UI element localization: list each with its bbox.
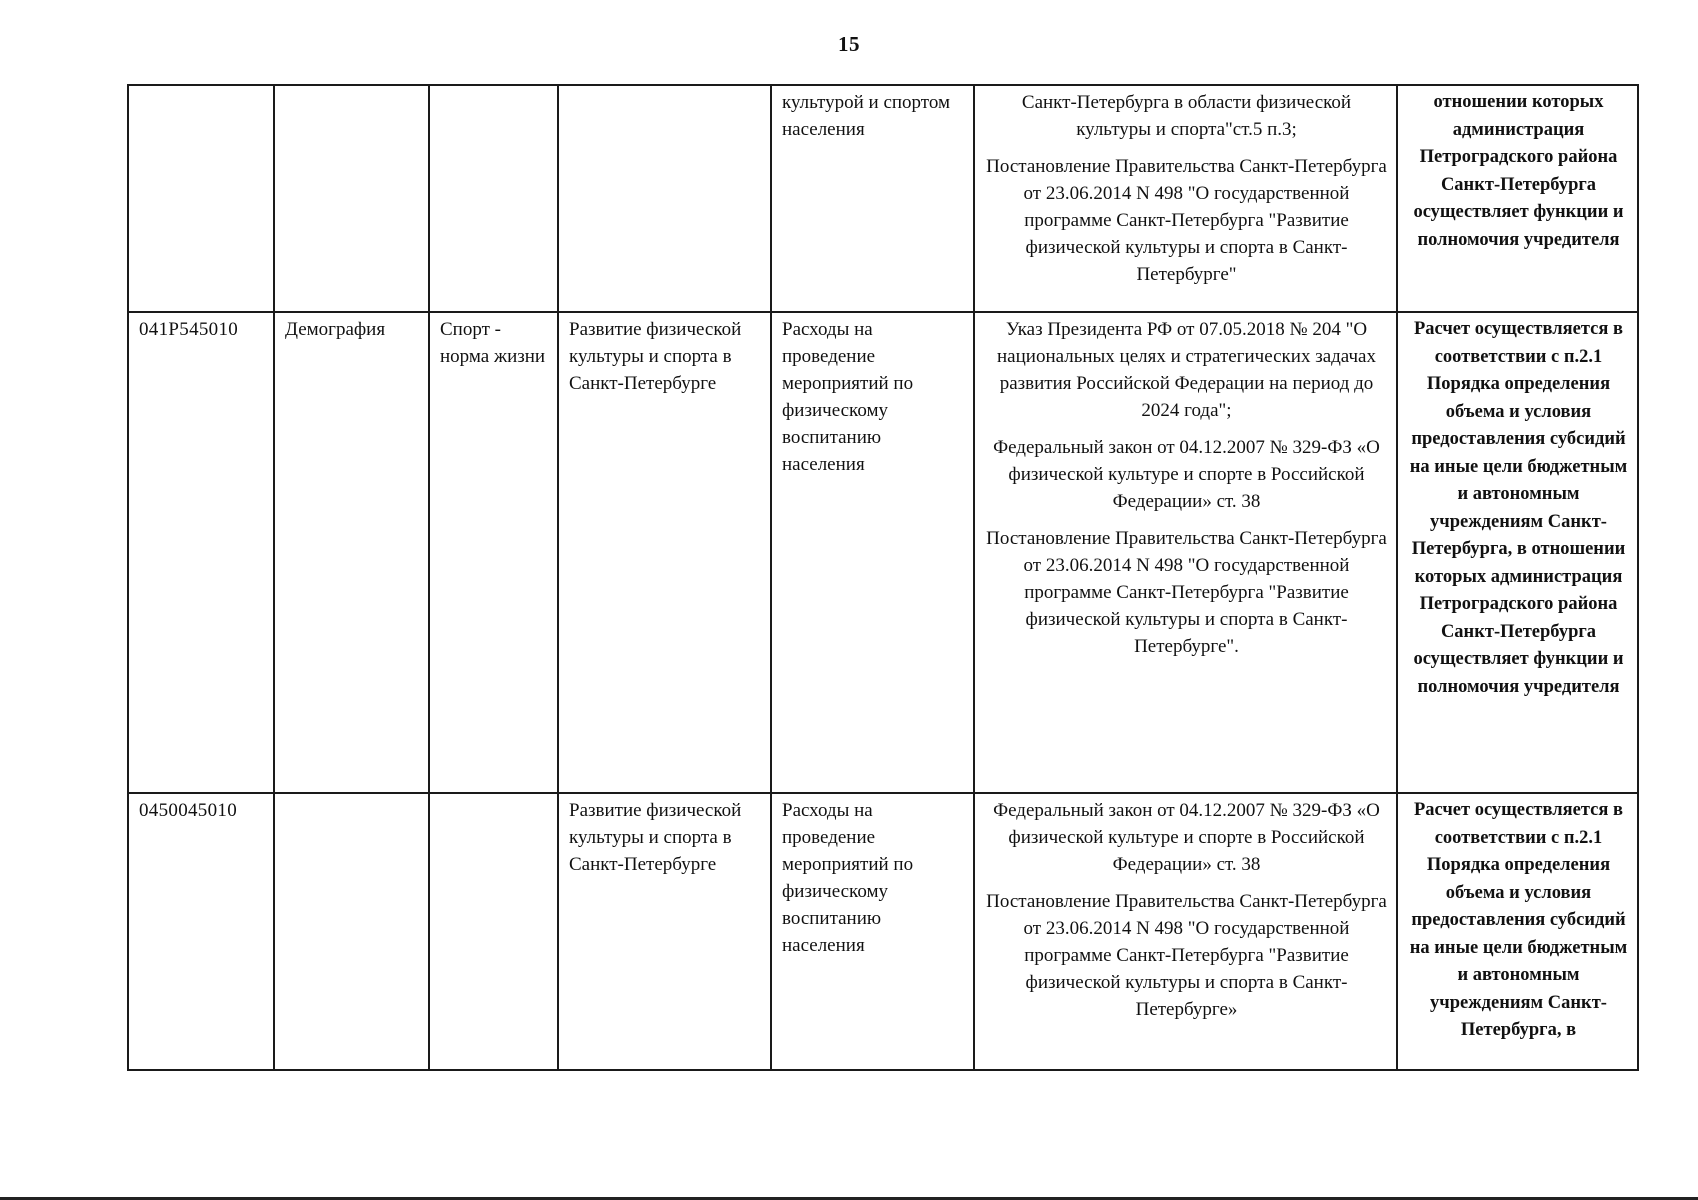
cell-method: Расчет осуществляется в соответствии с п.2.1 Порядка определения объема и условия предоставления субсидий на иные цели бюджетным и автономным учреждениям Санкт-Петербурга, в отношении которых администрация Петроградского района Санкт-Петербурга осуществляет функции и полномочия учредителя [1397,312,1638,793]
cell-project [429,793,558,1070]
cell-expense: культурой и спортом населения [771,85,974,312]
legal-basis-paragraph: Постановление Правительства Санкт-Петербурга от 23.06.2014 N 498 "О государственной программе Санкт-Петербурга "Развитие физической культуры и спорта в Санкт-Петербурге» [986,891,1387,1020]
cell-code: 041P545010 [128,312,274,793]
legal-basis-paragraph: Федеральный закон от 04.12.2007 № 329-ФЗ «О физической культуре и спорте в Российской Федерации» ст. 38 [993,437,1380,512]
cell-area: Демография [274,312,429,793]
cell-project [429,85,558,312]
cell-expense: Расходы на проведение мероприятий по физическому воспитанию населения [771,793,974,1070]
cell-method: отношении которых администрация Петроградского района Санкт-Петербурга осуществляет функции и полномочия учредителя [1397,85,1638,312]
cell-legal-basis [974,85,1397,312]
cell-area [274,793,429,1070]
legal-basis-paragraph: Санкт-Петербурга в области физической культуры и спорта"ст.5 п.3; [1021,92,1352,140]
legal-basis-paragraph: Постановление Правительства Санкт-Петербурга от 23.06.2014 N 498 "О государственной программе Санкт-Петербурга "Развитие физической культуры и спорта в Санкт-Петербурге". [986,528,1387,657]
table-row [128,85,1638,312]
cell-project: Спорт - норма жизни [429,312,558,793]
cell-expense: Расходы на проведение мероприятий по физическому воспитанию населения [771,312,974,793]
cell-method: Расчет осуществляется в соответствии с п.2.1 Порядка определения объема и условия предоставления субсидий на иные цели бюджетным и автономным учреждениям Санкт-Петербурга, в [1397,793,1638,1070]
cell-code: 0450045010 [128,793,274,1070]
cell-program: Развитие физической культуры и спорта в Санкт-Петербурге [558,793,771,1070]
cell-legal-basis [974,793,1397,1070]
cell-code [128,85,274,312]
table-row [128,793,1638,1070]
cell-area [274,85,429,312]
cell-program [558,85,771,312]
cell-program: Развитие физической культуры и спорта в Санкт-Петербурге [558,312,771,793]
page-number: 15 [838,32,860,56]
legal-basis-paragraph: Постановление Правительства Санкт-Петербурга от 23.06.2014 N 498 "О государственной программе Санкт-Петербурга "Развитие физической культуры и спорта в Санкт-Петербурге" [986,156,1387,285]
budget-table [127,84,1639,1071]
legal-basis-paragraph: Указ Президента РФ от 07.05.2018 № 204 "О национальных целях и стратегических задачах развития Российской Федерации на период до 2024 года"; [997,319,1376,421]
cell-legal-basis [974,312,1397,793]
table-row [128,312,1638,793]
legal-basis-paragraph: Федеральный закон от 04.12.2007 № 329-ФЗ «О физической культуре и спорте в Российской Федерации» ст. 38 [993,800,1380,875]
